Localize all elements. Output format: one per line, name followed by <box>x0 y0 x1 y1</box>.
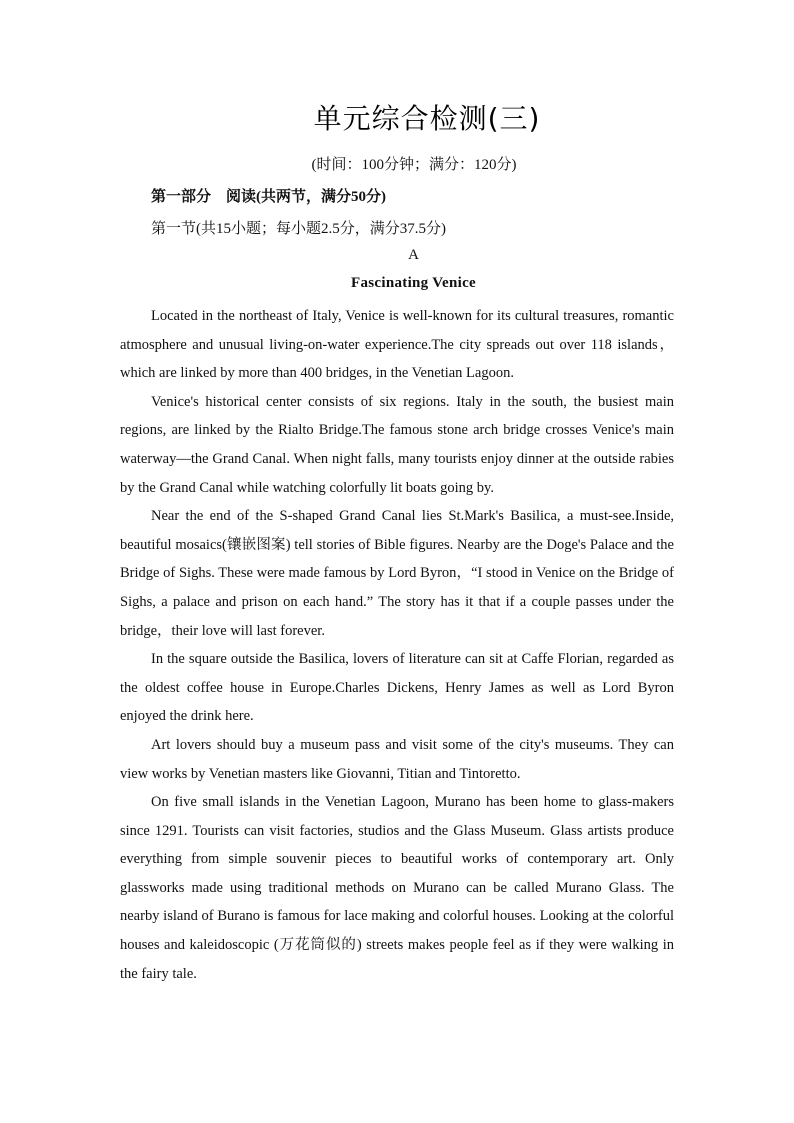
paragraph: Located in the northeast of Italy, Venice is well-known for its cultural treasures, romantic atmosphere and unusual living-on-water experience.The city spreads out over 118 islands， which are linked by more than 400 bridges, in the Venetian Lagoon. <box>120 308 674 382</box>
part-heading: 第一部分 阅读(共两节，满分50分) <box>151 189 386 205</box>
paragraph: Venice's historical center consists of six regions. Italy in the south, the busiest main regions, are linked by the Rialto Bridge.The famous stone arch bridge crosses Venice's main waterway—the Grand Canal. When night falls, many tourists enjoy dinner at the outside rabies by the Grand Canal while watching colorfully lit boats going by. <box>120 393 674 496</box>
paragraph: Art lovers should buy a museum pass and visit some of the city's museums. They can view works by Venetian masters like Giovanni, Titian and Tintoretto. <box>120 736 674 782</box>
passage-letter: A <box>408 247 419 263</box>
paragraph: Near the end of the S-shaped Grand Canal lies St.Mark's Basilica, a must-see.Inside, beautiful mosaics(镶嵌图案) tell stories of Bible figures. Nearby are the Doge's Palace and the Bridge of Sighs. These were made famous by Lord Byron，“I stood in Venice on the Bridge of Sighs, a palace and prison on each hand.” The story has it that if a couple passes under the bridge，their love will last forever. <box>120 508 674 639</box>
passage-body <box>120 302 674 988</box>
paragraph: On five small islands in the Venetian Lagoon, Murano has been home to glass-makers since 1291. Tourists can visit factories, studios and the Glass Museum. Glass artists produce everything from simple souvenir pieces to beautiful works of contemporary art. Only glassworks made using traditional methods on Murano can be called Murano Glass. The nearby island of Burano is famous for lace making and colorful houses. Looking at the colorful houses and kaleidoscopic (万花筒似的) streets makes people feel as if they were walking in the fairy tale. <box>120 794 674 982</box>
exam-info: (时间：100分钟；满分：120分) <box>311 157 517 173</box>
subsection-heading: 第一节(共15小题；每小题2.5分，满分37.5分) <box>151 221 446 237</box>
passage-title: Fascinating Venice <box>351 275 476 291</box>
page-title: 单元综合检测(三) <box>313 102 541 135</box>
paragraph: In the square outside the Basilica, lovers of literature can sit at Caffe Florian, regarded as the oldest coffee house in Europe.Charles Dickens, Henry James as well as Lord Byron enjoyed the drink here. <box>120 651 674 725</box>
